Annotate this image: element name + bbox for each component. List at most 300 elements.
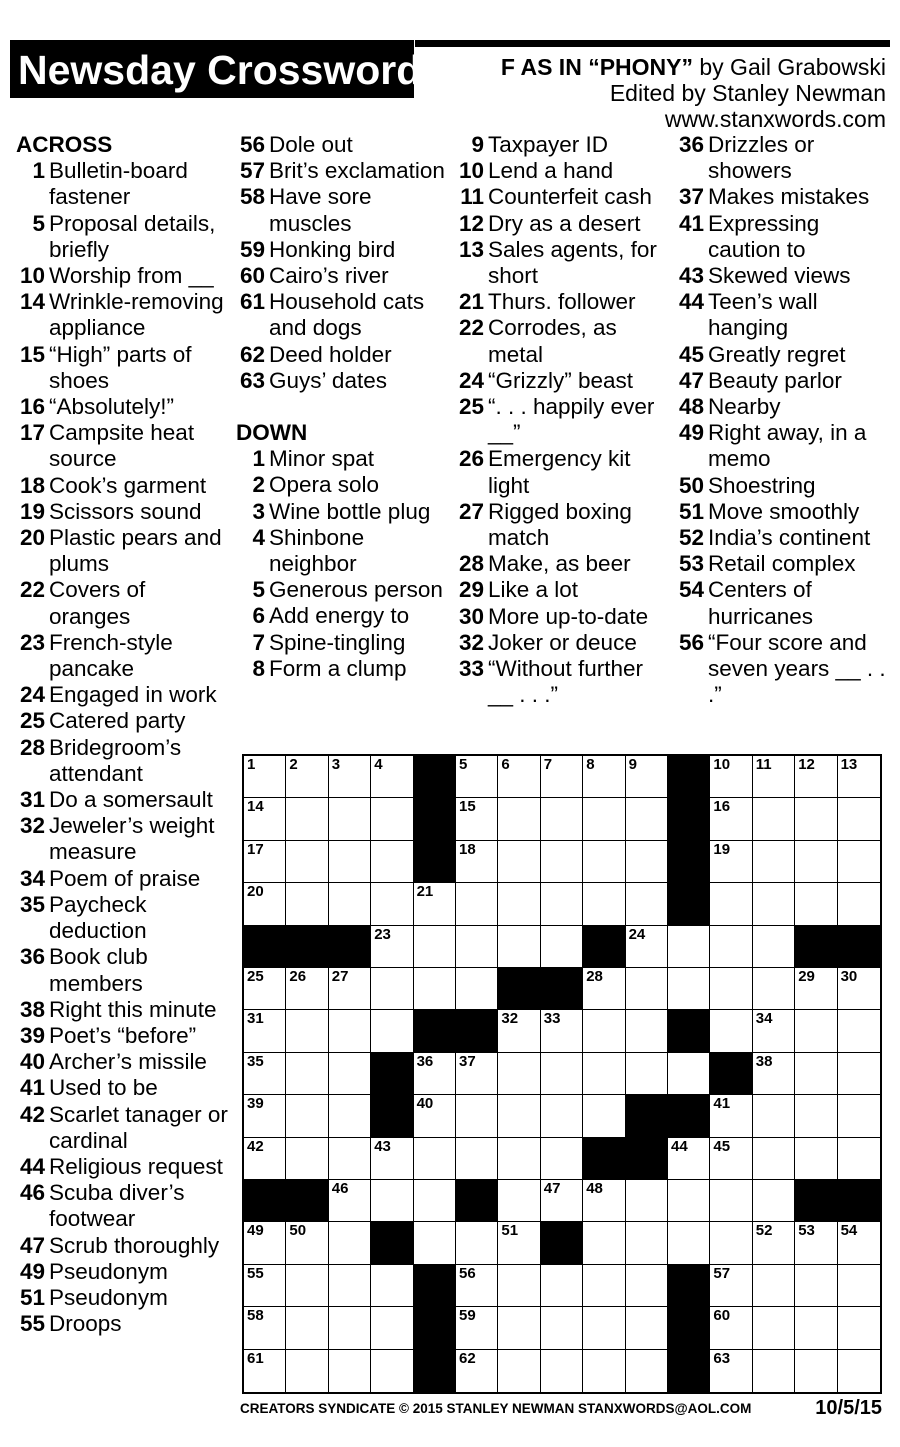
cell-number: 3 bbox=[331, 756, 341, 773]
grid-cell[interactable] bbox=[710, 841, 752, 883]
grid-cell[interactable] bbox=[838, 1265, 880, 1307]
grid-cell[interactable] bbox=[626, 1307, 668, 1349]
grid-cell[interactable] bbox=[795, 968, 837, 1010]
grid-cell[interactable] bbox=[838, 1053, 880, 1095]
down-clue bbox=[455, 211, 669, 237]
grid-cell[interactable] bbox=[329, 1138, 371, 1180]
grid-cell[interactable] bbox=[371, 1010, 413, 1052]
cell-number: 17 bbox=[247, 840, 264, 858]
down-clue bbox=[236, 656, 448, 682]
grid-cell[interactable] bbox=[583, 1265, 625, 1307]
grid-cell[interactable] bbox=[838, 841, 880, 883]
grid-cell[interactable] bbox=[498, 1138, 540, 1180]
grid-cell[interactable] bbox=[414, 1138, 456, 1180]
grid-cell[interactable] bbox=[838, 798, 880, 840]
clue-number: 39 bbox=[19, 1022, 45, 1048]
grid-cell[interactable] bbox=[414, 1222, 456, 1264]
grid-cell[interactable] bbox=[710, 756, 752, 798]
grid-cell[interactable] bbox=[753, 883, 795, 925]
grid-cell[interactable] bbox=[244, 1222, 286, 1264]
across-clue bbox=[236, 368, 448, 394]
grid-cell[interactable] bbox=[838, 1222, 880, 1264]
grid-cell[interactable] bbox=[710, 798, 752, 840]
grid-cell[interactable] bbox=[414, 1095, 456, 1137]
grid-cell[interactable] bbox=[795, 1350, 837, 1392]
grid-cell[interactable] bbox=[244, 1053, 286, 1095]
clue-text: Corrodes, as metal bbox=[488, 315, 617, 367]
grid-cell[interactable] bbox=[244, 756, 286, 798]
grid-cell[interactable] bbox=[753, 968, 795, 1010]
clue-text: Shinbone neighbor bbox=[269, 524, 365, 577]
clue-text: Like a lot bbox=[488, 577, 579, 603]
clue-number: 57 bbox=[239, 158, 265, 184]
grid-cell[interactable] bbox=[286, 798, 328, 840]
grid-cell[interactable] bbox=[710, 1010, 752, 1052]
down-clue bbox=[455, 577, 669, 603]
grid-cell[interactable] bbox=[626, 756, 668, 798]
clue-section-heading: ACROSS bbox=[16, 132, 113, 157]
grid-cell[interactable] bbox=[710, 1138, 752, 1180]
grid-cell[interactable] bbox=[244, 968, 286, 1010]
grid-block bbox=[244, 926, 286, 968]
grid-cell[interactable] bbox=[710, 926, 752, 968]
clue-text: Make, as beer bbox=[488, 551, 631, 577]
grid-cell[interactable] bbox=[329, 1053, 371, 1095]
grid-cell[interactable] bbox=[371, 1180, 413, 1222]
grid-cell[interactable] bbox=[456, 756, 498, 798]
grid-cell[interactable] bbox=[583, 1222, 625, 1264]
grid-cell[interactable] bbox=[541, 798, 583, 840]
across-clue bbox=[236, 263, 448, 289]
grid-cell[interactable] bbox=[371, 1138, 413, 1180]
author: by Gail Grabowski bbox=[699, 54, 886, 80]
grid-cell[interactable] bbox=[244, 798, 286, 840]
grid-cell[interactable] bbox=[414, 926, 456, 968]
grid-cell[interactable] bbox=[838, 1095, 880, 1137]
clue-text: Move smoothly bbox=[708, 498, 860, 524]
cell-number: 24 bbox=[628, 925, 646, 943]
grid-cell[interactable] bbox=[329, 883, 371, 925]
grid-cell[interactable] bbox=[286, 968, 328, 1010]
grid-cell[interactable] bbox=[541, 1350, 583, 1392]
grid-cell[interactable] bbox=[710, 968, 752, 1010]
grid-cell[interactable] bbox=[795, 841, 837, 883]
grid-block bbox=[371, 1095, 413, 1137]
grid-cell[interactable] bbox=[583, 756, 625, 798]
grid-cell[interactable] bbox=[456, 1095, 498, 1137]
grid-cell[interactable] bbox=[286, 883, 328, 925]
grid-cell[interactable] bbox=[498, 883, 540, 925]
grid-cell[interactable] bbox=[244, 1307, 286, 1349]
grid-cell[interactable] bbox=[710, 1307, 752, 1349]
across-clue bbox=[16, 708, 231, 734]
down-clue bbox=[236, 499, 448, 525]
grid-cell[interactable] bbox=[626, 841, 668, 883]
grid-cell[interactable] bbox=[753, 1053, 795, 1095]
grid-cell[interactable] bbox=[541, 841, 583, 883]
grid-cell[interactable] bbox=[456, 926, 498, 968]
grid-cell[interactable] bbox=[541, 1010, 583, 1052]
grid-cell[interactable] bbox=[456, 1138, 498, 1180]
grid-block bbox=[838, 1180, 880, 1222]
grid-cell[interactable] bbox=[583, 883, 625, 925]
grid-cell[interactable] bbox=[244, 883, 286, 925]
grid-cell[interactable] bbox=[753, 1180, 795, 1222]
grid-cell[interactable] bbox=[286, 1307, 328, 1349]
grid-cell[interactable] bbox=[710, 883, 752, 925]
clue-text: Religious request bbox=[49, 1153, 223, 1179]
grid-cell[interactable] bbox=[795, 1095, 837, 1137]
clue-text: French-style pancake bbox=[49, 629, 173, 682]
grid-cell[interactable] bbox=[286, 1265, 328, 1307]
grid-cell[interactable] bbox=[498, 1095, 540, 1137]
clue-number: 56 bbox=[239, 132, 265, 157]
grid-cell[interactable] bbox=[753, 1095, 795, 1137]
grid-cell[interactable] bbox=[541, 1138, 583, 1180]
clue-text: Engaged in work bbox=[49, 682, 217, 708]
grid-cell[interactable] bbox=[456, 968, 498, 1010]
grid-cell[interactable] bbox=[371, 1265, 413, 1307]
grid-cell[interactable] bbox=[710, 1265, 752, 1307]
across-clue bbox=[16, 1180, 231, 1232]
grid-cell[interactable] bbox=[371, 756, 413, 798]
grid-block bbox=[668, 1265, 710, 1307]
grid-cell[interactable] bbox=[286, 1095, 328, 1137]
clue-text: Bridegroom’s attendant bbox=[49, 734, 182, 786]
grid-cell[interactable] bbox=[286, 841, 328, 883]
clue-number: 4 bbox=[252, 524, 265, 550]
grid-cell[interactable] bbox=[838, 1307, 880, 1349]
clue-text: Makes mistakes bbox=[708, 184, 870, 210]
grid-cell[interactable] bbox=[710, 1222, 752, 1264]
grid-cell[interactable] bbox=[286, 756, 328, 798]
grid-cell[interactable] bbox=[626, 926, 668, 968]
clue-text: “Four score and seven years __ . . .” bbox=[708, 629, 886, 708]
clue-number: 28 bbox=[19, 734, 45, 760]
grid-block bbox=[626, 1138, 668, 1180]
grid-cell[interactable] bbox=[838, 756, 880, 798]
down-clue bbox=[455, 446, 669, 498]
grid-cell[interactable] bbox=[244, 1010, 286, 1052]
clue-text: Centers of hurricanes bbox=[708, 577, 814, 629]
grid-cell[interactable] bbox=[583, 1350, 625, 1392]
grid-cell[interactable] bbox=[244, 841, 286, 883]
grid-cell[interactable] bbox=[371, 926, 413, 968]
grid-cell[interactable] bbox=[329, 841, 371, 883]
grid-cell[interactable] bbox=[371, 968, 413, 1010]
clue-text: Proposal details, briefly bbox=[49, 210, 216, 262]
grid-cell[interactable] bbox=[583, 1053, 625, 1095]
grid-cell[interactable] bbox=[583, 968, 625, 1010]
grid-cell[interactable] bbox=[668, 1138, 710, 1180]
grid-cell[interactable] bbox=[541, 756, 583, 798]
cell-number: 13 bbox=[840, 756, 858, 773]
clue-number: 30 bbox=[458, 603, 484, 629]
grid-cell[interactable] bbox=[838, 883, 880, 925]
grid-cell[interactable] bbox=[838, 1010, 880, 1052]
across-clue bbox=[16, 473, 231, 499]
grid-cell[interactable] bbox=[541, 883, 583, 925]
clue-number: 27 bbox=[458, 498, 484, 524]
grid-cell[interactable] bbox=[668, 968, 710, 1010]
grid-cell[interactable] bbox=[753, 1307, 795, 1349]
grid-cell[interactable] bbox=[795, 798, 837, 840]
grid-cell[interactable] bbox=[583, 1180, 625, 1222]
clue-text: Covers of oranges bbox=[49, 577, 146, 629]
grid-cell[interactable] bbox=[498, 841, 540, 883]
clue-number: 8 bbox=[252, 655, 265, 681]
grid-cell[interactable] bbox=[286, 1350, 328, 1392]
grid-cell[interactable] bbox=[753, 926, 795, 968]
cell-number: 25 bbox=[247, 968, 264, 985]
grid-cell[interactable] bbox=[286, 1010, 328, 1052]
clue-text: Opera solo bbox=[269, 472, 380, 498]
grid-cell[interactable] bbox=[795, 1222, 837, 1264]
cell-number: 61 bbox=[247, 1349, 264, 1367]
clue-number: 15 bbox=[19, 341, 45, 367]
down-clue bbox=[455, 184, 669, 210]
grid-cell[interactable] bbox=[626, 1265, 668, 1307]
clue-number: 40 bbox=[19, 1049, 45, 1075]
across-clue bbox=[16, 289, 231, 341]
grid-block bbox=[710, 1053, 752, 1095]
clue-number: 23 bbox=[19, 629, 45, 655]
cell-number: 26 bbox=[289, 968, 307, 985]
across-clue bbox=[16, 1154, 231, 1180]
clue-text: “Grizzly” beast bbox=[488, 367, 634, 393]
grid-cell[interactable] bbox=[753, 756, 795, 798]
grid-cell[interactable] bbox=[286, 1138, 328, 1180]
grid-block bbox=[668, 1307, 710, 1349]
grid-cell[interactable] bbox=[244, 1095, 286, 1137]
clue-text: Brit’s exclamation bbox=[269, 158, 445, 184]
grid-cell[interactable] bbox=[710, 1095, 752, 1137]
down-clue bbox=[675, 473, 893, 499]
cell-number: 20 bbox=[247, 883, 264, 901]
grid-cell[interactable] bbox=[329, 1010, 371, 1052]
grid-cell[interactable] bbox=[498, 1265, 540, 1307]
clue-column-1 bbox=[16, 132, 231, 1337]
grid-cell[interactable] bbox=[456, 841, 498, 883]
cell-number: 2 bbox=[289, 756, 298, 773]
grid-cell[interactable] bbox=[583, 1095, 625, 1137]
grid-cell[interactable] bbox=[795, 883, 837, 925]
grid-cell[interactable] bbox=[329, 1265, 371, 1307]
grid-cell[interactable] bbox=[753, 1222, 795, 1264]
grid-cell[interactable] bbox=[371, 798, 413, 840]
clue-number: 55 bbox=[19, 1311, 45, 1337]
cell-number: 48 bbox=[586, 1180, 603, 1197]
grid-cell[interactable] bbox=[795, 1010, 837, 1052]
grid-cell[interactable] bbox=[795, 1053, 837, 1095]
grid-cell[interactable] bbox=[541, 1180, 583, 1222]
down-clue bbox=[236, 472, 448, 498]
grid-cell[interactable] bbox=[626, 1180, 668, 1222]
cell-number: 60 bbox=[713, 1307, 731, 1325]
grid-cell[interactable] bbox=[795, 1307, 837, 1349]
clue-number: 10 bbox=[19, 263, 45, 289]
grid-block bbox=[668, 1095, 710, 1137]
grid-cell[interactable] bbox=[668, 1222, 710, 1264]
clue-number: 18 bbox=[19, 472, 45, 498]
cell-number: 56 bbox=[459, 1264, 476, 1282]
down-clue bbox=[236, 577, 448, 603]
down-clue bbox=[675, 525, 893, 551]
footer-credit: CREATORS SYNDICATE © 2015 STANLEY NEWMAN STANXWORDS@AOL.COM bbox=[240, 1401, 752, 1416]
across-clue bbox=[16, 158, 231, 210]
grid-cell[interactable] bbox=[541, 926, 583, 968]
clue-number: 24 bbox=[19, 682, 45, 708]
grid-cell[interactable] bbox=[498, 1222, 540, 1264]
grid-cell[interactable] bbox=[244, 1265, 286, 1307]
grid-cell[interactable] bbox=[329, 1180, 371, 1222]
grid-cell[interactable] bbox=[456, 1222, 498, 1264]
clue-text: Beauty parlor bbox=[708, 367, 842, 393]
grid-block bbox=[795, 1180, 837, 1222]
grid-cell[interactable] bbox=[456, 1307, 498, 1349]
grid-cell[interactable] bbox=[414, 1053, 456, 1095]
grid-block bbox=[668, 798, 710, 840]
grid-cell[interactable] bbox=[286, 1053, 328, 1095]
clue-number: 49 bbox=[19, 1258, 45, 1284]
grid-cell[interactable] bbox=[626, 883, 668, 925]
grid-cell[interactable] bbox=[541, 1265, 583, 1307]
clue-text: Taxpayer ID bbox=[488, 132, 609, 157]
grid-cell[interactable] bbox=[668, 926, 710, 968]
cell-number: 6 bbox=[501, 756, 510, 773]
grid-cell[interactable] bbox=[626, 1053, 668, 1095]
grid-cell[interactable] bbox=[498, 1180, 540, 1222]
clue-column-2 bbox=[236, 132, 448, 682]
grid-cell[interactable] bbox=[329, 756, 371, 798]
cell-number: 40 bbox=[416, 1095, 434, 1113]
grid-cell[interactable] bbox=[626, 968, 668, 1010]
grid-cell[interactable] bbox=[498, 1010, 540, 1052]
grid-cell[interactable] bbox=[329, 1095, 371, 1137]
grid-cell[interactable] bbox=[371, 883, 413, 925]
grid-cell[interactable] bbox=[456, 1265, 498, 1307]
grid-cell[interactable] bbox=[753, 841, 795, 883]
grid-cell[interactable] bbox=[838, 968, 880, 1010]
grid-cell[interactable] bbox=[498, 756, 540, 798]
grid-cell[interactable] bbox=[498, 926, 540, 968]
grid-cell[interactable] bbox=[498, 1350, 540, 1392]
cell-number: 8 bbox=[586, 756, 595, 773]
grid-cell[interactable] bbox=[456, 1053, 498, 1095]
grid-cell[interactable] bbox=[329, 1307, 371, 1349]
clue-text: Jeweler’s weight measure bbox=[49, 813, 215, 865]
across-clue bbox=[16, 997, 231, 1023]
clue-text: Joker or deuce bbox=[488, 629, 637, 655]
clue-text: Campsite heat source bbox=[49, 420, 195, 472]
grid-cell[interactable] bbox=[456, 798, 498, 840]
grid-block bbox=[414, 841, 456, 883]
grid-cell[interactable] bbox=[753, 1010, 795, 1052]
grid-cell[interactable] bbox=[710, 1180, 752, 1222]
grid-cell[interactable] bbox=[329, 1350, 371, 1392]
grid-cell[interactable] bbox=[371, 841, 413, 883]
grid-block bbox=[456, 1180, 498, 1222]
cell-number: 53 bbox=[798, 1222, 815, 1240]
grid-cell[interactable] bbox=[838, 1350, 880, 1392]
grid-cell[interactable] bbox=[710, 1350, 752, 1392]
grid-cell[interactable] bbox=[753, 1350, 795, 1392]
grid-cell[interactable] bbox=[414, 1180, 456, 1222]
grid-cell[interactable] bbox=[626, 798, 668, 840]
clue-text: Thurs. follower bbox=[488, 289, 636, 315]
cell-number: 14 bbox=[247, 798, 264, 816]
grid-cell[interactable] bbox=[244, 1350, 286, 1392]
cell-number: 55 bbox=[247, 1264, 264, 1282]
clue-number: 13 bbox=[458, 236, 484, 262]
clue-text: Archer’s missile bbox=[49, 1049, 207, 1075]
grid-cell[interactable] bbox=[626, 1350, 668, 1392]
clue-text: Add energy to bbox=[269, 603, 410, 629]
grid-cell[interactable] bbox=[456, 1350, 498, 1392]
grid-cell[interactable] bbox=[795, 1138, 837, 1180]
grid-block bbox=[414, 756, 456, 798]
down-clue bbox=[455, 499, 669, 551]
grid-block bbox=[626, 1095, 668, 1137]
grid-cell[interactable] bbox=[286, 1222, 328, 1264]
grid-cell[interactable] bbox=[329, 968, 371, 1010]
down-clue bbox=[675, 342, 893, 368]
page-title: Newsday Crossword bbox=[10, 40, 414, 98]
grid-cell[interactable] bbox=[329, 1222, 371, 1264]
grid-cell[interactable] bbox=[753, 1265, 795, 1307]
grid-cell[interactable] bbox=[583, 1307, 625, 1349]
grid-cell[interactable] bbox=[541, 1095, 583, 1137]
cell-number: 38 bbox=[755, 1052, 773, 1070]
grid-cell[interactable] bbox=[329, 798, 371, 840]
clue-number: 34 bbox=[19, 865, 45, 891]
down-clue bbox=[675, 263, 893, 289]
grid-cell[interactable] bbox=[498, 1053, 540, 1095]
grid-cell[interactable] bbox=[626, 1222, 668, 1264]
grid-cell[interactable] bbox=[414, 968, 456, 1010]
grid-cell[interactable] bbox=[668, 1053, 710, 1095]
grid-cell[interactable] bbox=[795, 756, 837, 798]
grid-cell[interactable] bbox=[753, 798, 795, 840]
grid-block bbox=[414, 1265, 456, 1307]
grid-cell[interactable] bbox=[371, 1350, 413, 1392]
grid-cell[interactable] bbox=[456, 883, 498, 925]
grid-block bbox=[414, 1010, 456, 1052]
grid-cell[interactable] bbox=[668, 1180, 710, 1222]
cell-number: 7 bbox=[543, 756, 553, 773]
clue-number: 12 bbox=[458, 210, 484, 236]
grid-cell[interactable] bbox=[414, 883, 456, 925]
grid-cell[interactable] bbox=[244, 1138, 286, 1180]
cell-number: 47 bbox=[543, 1180, 561, 1197]
grid-cell[interactable] bbox=[838, 1138, 880, 1180]
cell-number: 5 bbox=[459, 756, 468, 773]
grid-cell[interactable] bbox=[498, 798, 540, 840]
grid-cell[interactable] bbox=[541, 1307, 583, 1349]
grid-cell[interactable] bbox=[541, 1053, 583, 1095]
grid-cell[interactable] bbox=[626, 1010, 668, 1052]
clue-number: 54 bbox=[678, 577, 704, 603]
clue-number: 2 bbox=[252, 472, 265, 498]
grid-cell[interactable] bbox=[583, 1010, 625, 1052]
grid-cell[interactable] bbox=[583, 798, 625, 840]
grid-cell[interactable] bbox=[498, 1307, 540, 1349]
grid-cell[interactable] bbox=[371, 1307, 413, 1349]
grid-cell[interactable] bbox=[753, 1138, 795, 1180]
grid-cell[interactable] bbox=[583, 841, 625, 883]
clue-text: Scrub thoroughly bbox=[49, 1232, 220, 1258]
grid-cell[interactable] bbox=[795, 1265, 837, 1307]
